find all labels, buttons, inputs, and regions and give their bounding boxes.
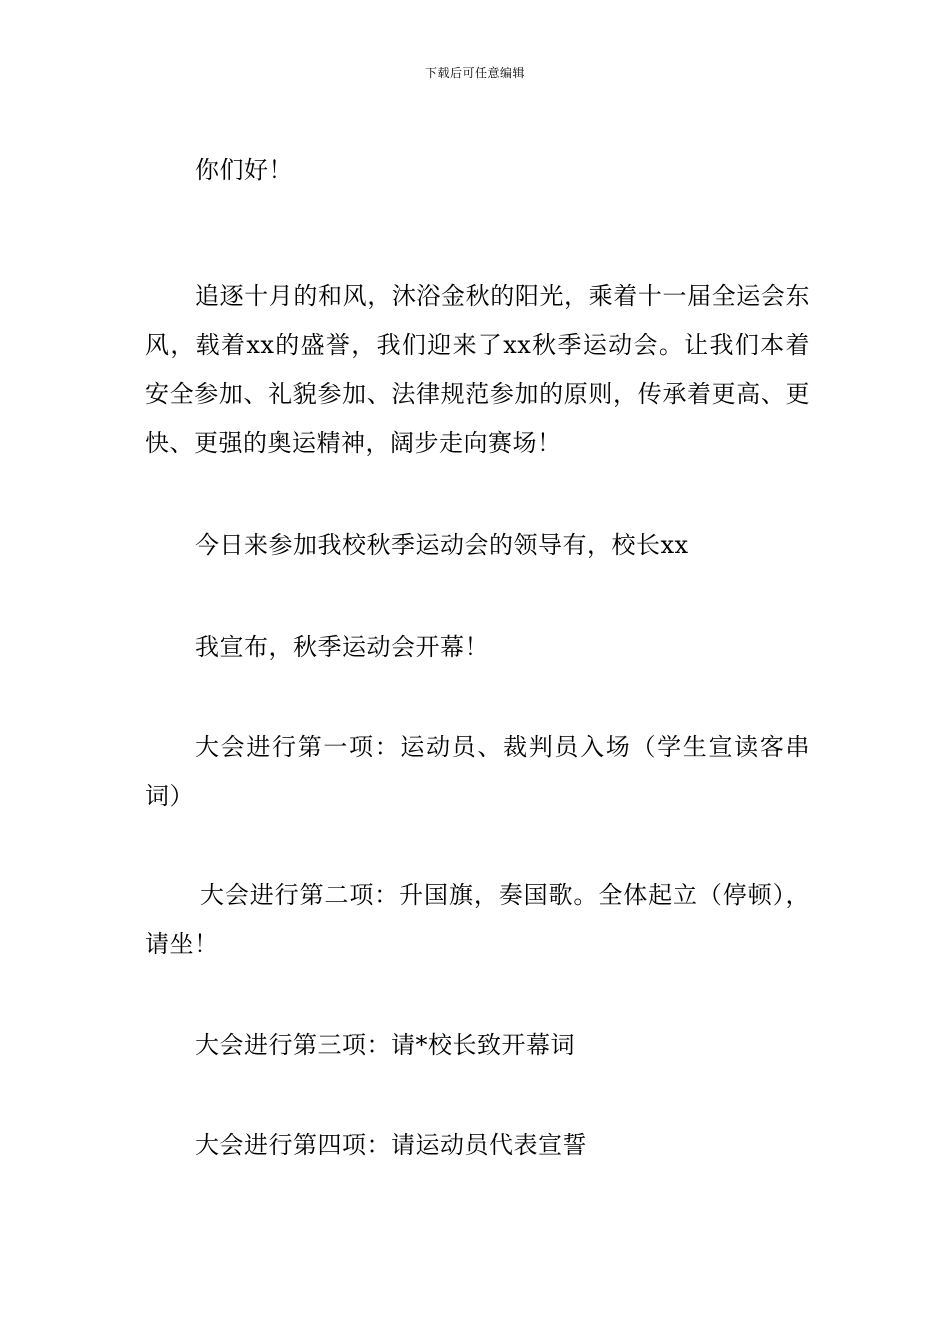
agenda-item-3: 大会进行第三项：请*校长致开幕词 [195,1031,575,1059]
page-header: 下载后可任意编辑 [424,66,525,80]
intro-paragraph: 追逐十月的和风，沐浴金秋的阳光，乘着十一届全运会东风，载着xx的盛誉，我们迎来了xx秋季运动会。让我们本着安全参加、礼貌参加、法律规范参加的原则，传承着更高、更快、更强的奥运精神，阔步走向赛场！ [145,282,810,457]
leaders-paragraph: 今日来参加我校秋季运动会的领导有，校长xx [195,531,689,559]
agenda-item-4: 大会进行第四项：请运动员代表宣誓 [195,1131,587,1159]
agenda-item-1: 大会进行第一项：运动员、裁判员入场（学生宣读客串词） [145,733,810,810]
greeting-paragraph: 你们好！ [195,156,293,184]
opening-declaration-paragraph: 我宣布，秋季运动会开幕！ [195,633,489,661]
agenda-item-2: 大会进行第二项：升国旗，奏国歌。全体起立（停顿），请坐！ [145,881,810,958]
